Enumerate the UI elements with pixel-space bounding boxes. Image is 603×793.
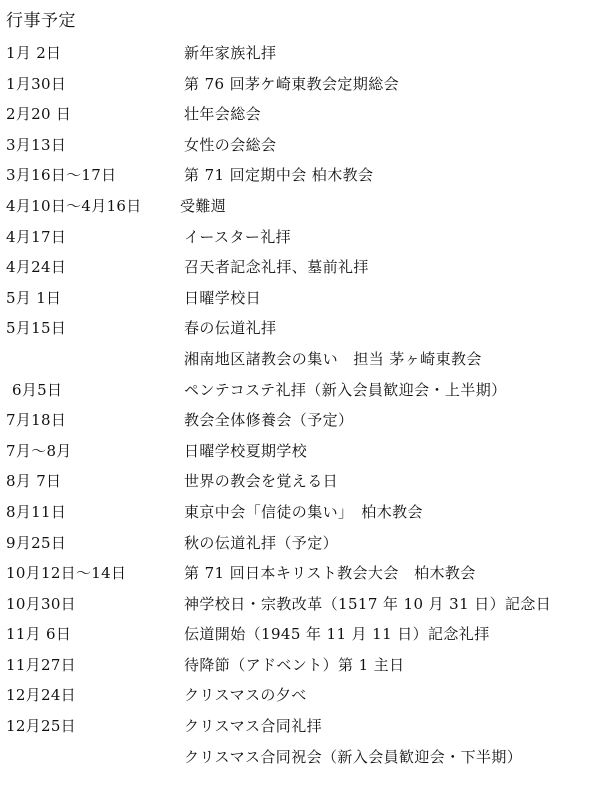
event-date: 3月16日～17日 bbox=[6, 166, 117, 185]
event-date: 2月20 日 bbox=[6, 105, 72, 124]
schedule-row bbox=[0, 346, 603, 377]
event-date: 8月 7日 bbox=[6, 472, 62, 491]
event-schedule-list bbox=[0, 40, 603, 774]
event-date: 7月～8月 bbox=[6, 441, 72, 460]
event-date: 12月25日 bbox=[6, 717, 76, 736]
schedule-row bbox=[0, 682, 603, 713]
event-name: 待降節（アドベント）第 1 主日 bbox=[184, 655, 405, 674]
page-title: 行事予定 bbox=[6, 11, 76, 31]
event-name: 女性の会総会 bbox=[184, 135, 277, 154]
schedule-row bbox=[0, 530, 603, 561]
schedule-row bbox=[0, 621, 603, 652]
schedule-row bbox=[0, 101, 603, 132]
schedule-row bbox=[0, 132, 603, 163]
schedule-row bbox=[0, 224, 603, 255]
event-date: 1月 2日 bbox=[6, 44, 62, 62]
event-name: イースター礼拝 bbox=[184, 227, 292, 246]
event-date: 4月10日～4月16日 bbox=[6, 196, 142, 215]
event-name: クリスマス合同礼拝 bbox=[184, 717, 323, 736]
event-date: 5月 1日 bbox=[6, 288, 62, 307]
event-name: 秋の伝道礼拝（予定） bbox=[184, 533, 339, 552]
event-date: 6月5日 bbox=[12, 380, 63, 399]
event-date: 3月13日 bbox=[6, 135, 67, 154]
event-name: 新年家族礼拝 bbox=[184, 44, 277, 62]
event-name: 日曜学校夏期学校 bbox=[184, 441, 308, 460]
event-date: 9月25日 bbox=[6, 533, 67, 552]
schedule-row bbox=[0, 377, 603, 408]
event-name: 第 71 回日本キリスト教会大会 柏木教会 bbox=[184, 564, 476, 583]
event-name: 第 71 回定期中会 柏木教会 bbox=[184, 166, 374, 185]
event-date: 5月15日 bbox=[6, 319, 67, 338]
schedule-row bbox=[0, 315, 603, 346]
event-name: 神学校日・宗教改革（1517 年 10 月 31 日）記念日 bbox=[184, 594, 552, 613]
event-date: 8月11日 bbox=[6, 502, 67, 521]
schedule-row bbox=[0, 285, 603, 316]
event-name: 召天者記念礼拝、墓前礼拝 bbox=[184, 258, 369, 277]
event-name: 世界の教会を覚える日 bbox=[184, 472, 339, 491]
event-name: ペンテコステ礼拝（新入会員歓迎会・上半期） bbox=[184, 380, 507, 399]
schedule-row bbox=[0, 193, 603, 224]
event-date: 10月12日～14日 bbox=[6, 564, 127, 583]
event-date: 12月24日 bbox=[6, 686, 76, 705]
event-name: 伝道開始（1945 年 11 月 11 日）記念礼拝 bbox=[184, 625, 490, 644]
event-date: 1月30日 bbox=[6, 74, 67, 93]
event-date: 10月30日 bbox=[6, 594, 76, 613]
event-name: 教会全体修養会（予定） bbox=[184, 411, 354, 430]
schedule-row bbox=[0, 744, 603, 775]
schedule-row bbox=[0, 560, 603, 591]
schedule-row bbox=[0, 468, 603, 499]
schedule-row bbox=[0, 162, 603, 193]
event-name: 第 76 回茅ケ崎東教会定期総会 bbox=[184, 74, 400, 93]
event-date: 11月27日 bbox=[6, 655, 76, 674]
schedule-row bbox=[0, 652, 603, 683]
event-name: 受難週 bbox=[180, 196, 227, 215]
event-date: 4月24日 bbox=[6, 258, 67, 277]
schedule-row bbox=[0, 438, 603, 469]
event-name: クリスマスの夕べ bbox=[184, 686, 307, 705]
schedule-row bbox=[0, 591, 603, 622]
schedule-row bbox=[0, 499, 603, 530]
schedule-row bbox=[0, 713, 603, 744]
schedule-row bbox=[0, 254, 603, 285]
event-name: 壮年会総会 bbox=[184, 105, 262, 124]
event-name: クリスマス合同祝会（新入会員歓迎会・下半期） bbox=[184, 747, 523, 766]
schedule-row bbox=[0, 71, 603, 102]
event-name: 春の伝道礼拝 bbox=[184, 319, 277, 338]
schedule-row bbox=[0, 407, 603, 438]
event-name: 東京中会「信徒の集い」 柏木教会 bbox=[184, 502, 423, 521]
schedule-row bbox=[0, 40, 603, 71]
event-date: 7月18日 bbox=[6, 411, 67, 430]
event-name: 日曜学校日 bbox=[184, 288, 262, 307]
event-date: 11月 6日 bbox=[6, 625, 72, 644]
event-date: 4月17日 bbox=[6, 227, 67, 246]
event-name: 湘南地区諸教会の集い 担当 茅ヶ崎東教会 bbox=[184, 349, 482, 368]
